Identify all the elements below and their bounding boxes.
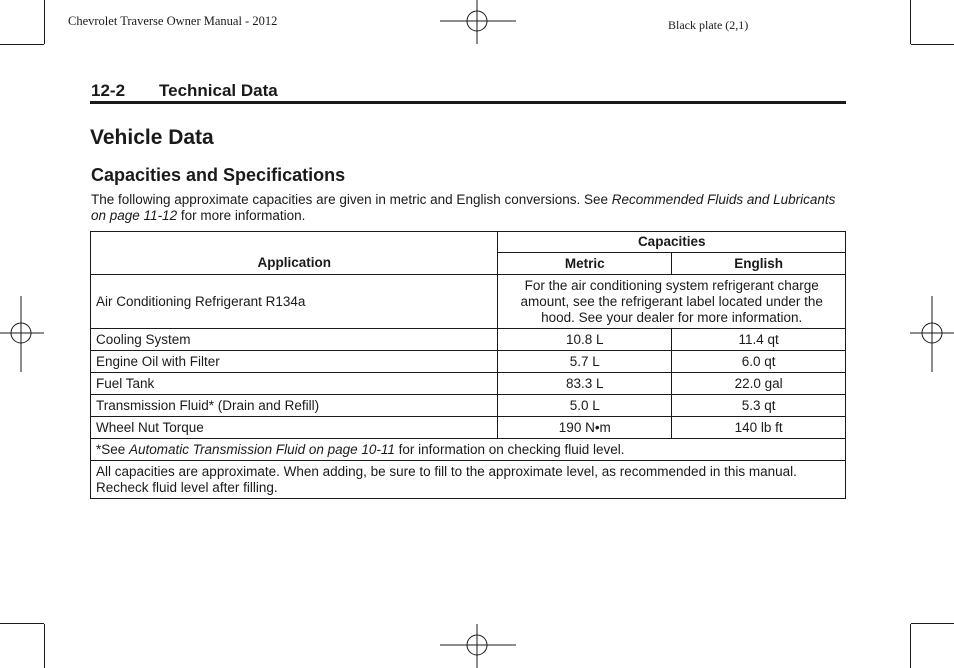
- footnote-row: [91, 439, 846, 461]
- registration-mark-top-icon: [440, 0, 516, 44]
- refrigerant-note-cell: For the air conditioning system refrigerant charge amount, see the refrigerant label located under the hood. See your dealer for more information.: [498, 275, 846, 329]
- table-row: [91, 395, 846, 417]
- metric-cell: 5.7 L: [498, 351, 672, 373]
- metric-cell: 83.3 L: [498, 373, 672, 395]
- intro-text-end: for more information.: [177, 208, 306, 223]
- document-slug: Chevrolet Traverse Owner Manual - 2012: [68, 14, 278, 28]
- footnote-cell: [91, 439, 846, 461]
- english-cell: 6.0 qt: [672, 351, 846, 373]
- footnote-prefix: *See: [96, 441, 130, 457]
- footnote-suffix: for information on checking fluid level.: [394, 441, 625, 457]
- english-cell: 11.4 qt: [672, 329, 846, 351]
- registration-mark-right-icon: [910, 296, 954, 372]
- page-number: 12-2: [91, 81, 126, 100]
- header-rule: [90, 101, 846, 104]
- footnote-cross-reference: Automatic Transmission Fluid on page 10-11: [129, 441, 395, 457]
- english-cell: 5.3 qt: [672, 395, 846, 417]
- section-title: Capacities and Specifications: [91, 165, 346, 185]
- table-row: [91, 275, 846, 329]
- running-head: [91, 81, 278, 101]
- application-header: Application: [91, 232, 498, 275]
- table-row: [91, 351, 846, 373]
- registration-mark-left-icon: [0, 296, 44, 372]
- english-cell: 140 lb ft: [672, 417, 846, 439]
- table-header-row: [91, 232, 846, 253]
- english-header: English: [672, 253, 846, 275]
- capacities-table: [90, 231, 846, 499]
- plate-label: Black plate (2,1): [668, 18, 749, 32]
- application-cell: Air Conditioning Refrigerant R134a: [91, 275, 498, 329]
- metric-cell: 5.0 L: [498, 395, 672, 417]
- capacities-note: All capacities are approximate. When adding, be sure to fill to the approximate level, as recommended in this manual. Recheck fluid level after filling.: [91, 461, 846, 499]
- application-cell: Engine Oil with Filter: [91, 351, 498, 373]
- section-name: Technical Data: [159, 81, 278, 100]
- table-row: [91, 373, 846, 395]
- intro-text: The following approximate capacities are given in metric and English conversions. See: [91, 192, 612, 207]
- application-cell: Fuel Tank: [91, 373, 498, 395]
- application-cell: Cooling System: [91, 329, 498, 351]
- english-cell: 22.0 gal: [672, 373, 846, 395]
- note-row: [91, 461, 846, 499]
- application-cell: Transmission Fluid* (Drain and Refill): [91, 395, 498, 417]
- intro-paragraph: [91, 192, 847, 224]
- metric-header: Metric: [498, 253, 672, 275]
- metric-cell: 190 N•m: [498, 417, 672, 439]
- registration-mark-bottom-icon: [440, 624, 516, 668]
- page-title: Vehicle Data: [90, 126, 214, 149]
- intro-cross-reference: Recommended Fluids and Lubricants on page 11-12: [91, 192, 836, 223]
- metric-cell: 10.8 L: [498, 329, 672, 351]
- table-row: [91, 329, 846, 351]
- application-cell: Wheel Nut Torque: [91, 417, 498, 439]
- table-row: [91, 417, 846, 439]
- capacities-header: Capacities: [498, 232, 846, 253]
